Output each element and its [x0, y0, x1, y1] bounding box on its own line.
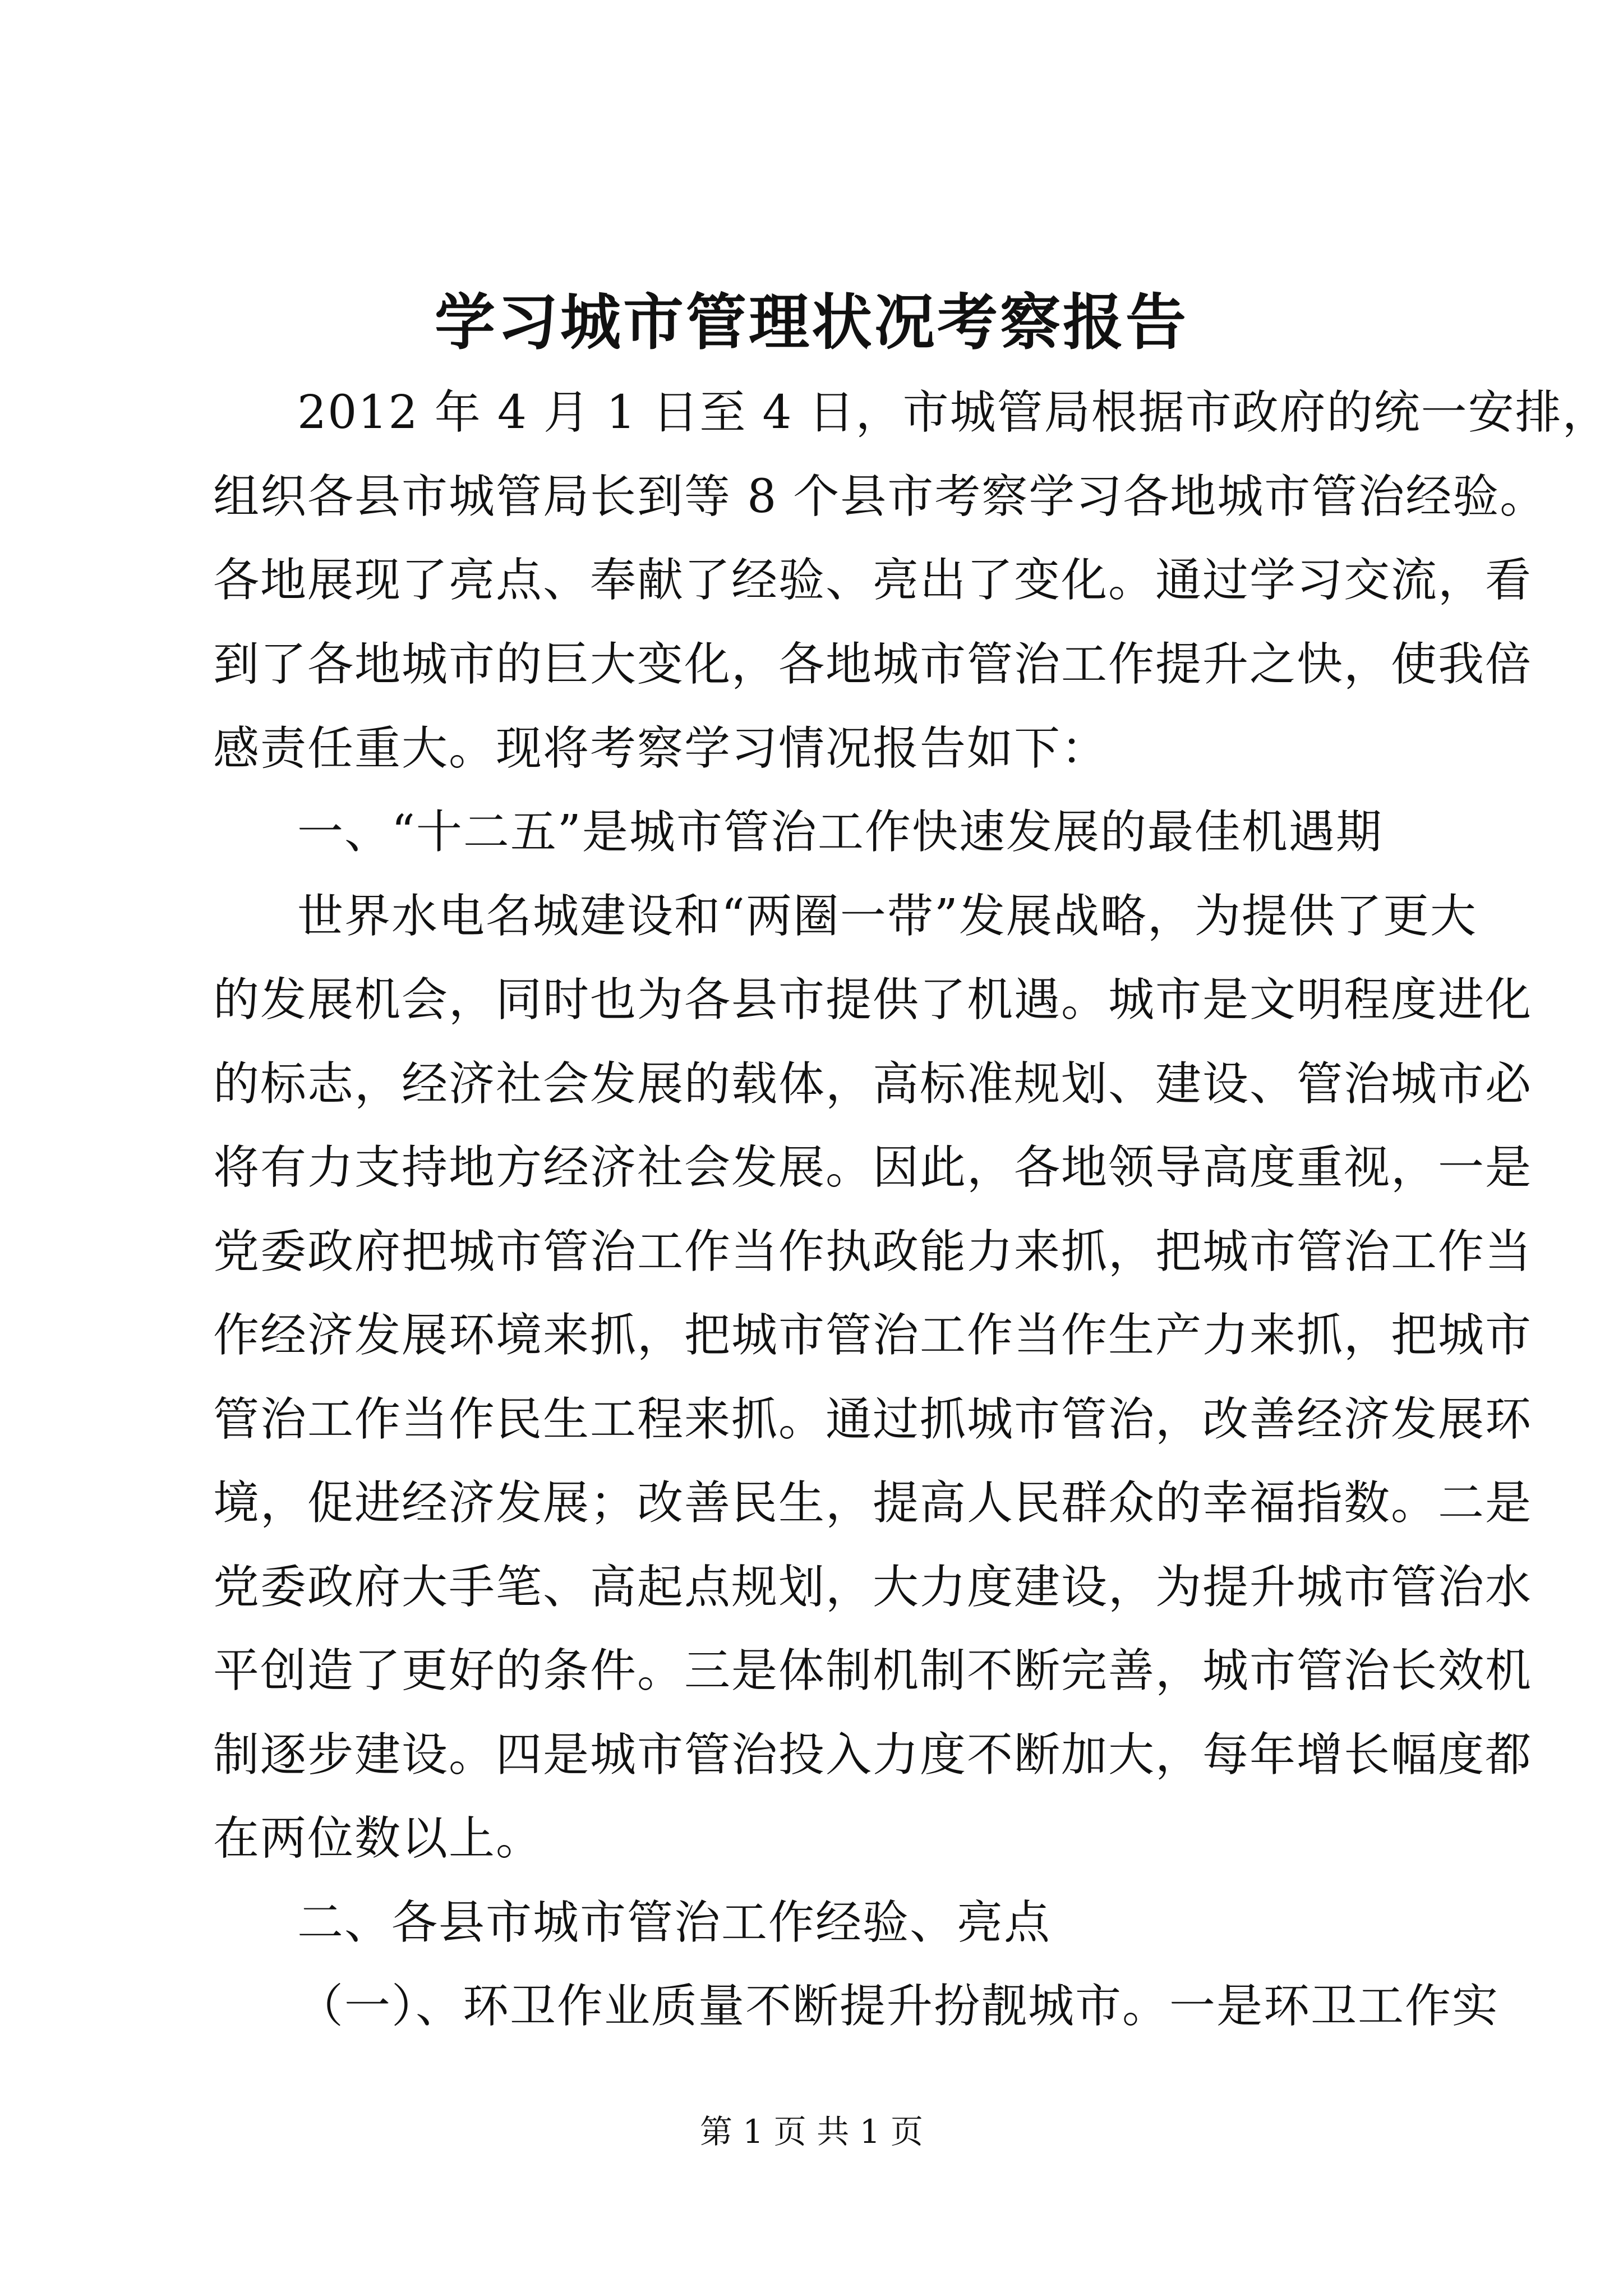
- subsection-line: （一）、环卫作业质量不断提升扮靓城市。一是环卫工作实: [297, 1980, 1500, 2033]
- paragraph-line: 党委政府把城市管治工作当作执政能力来抓，把城市管治工作当: [213, 1225, 1533, 1278]
- document-title: 学习城市管理状况考察报告: [434, 287, 1188, 358]
- paragraph-line: 管治工作当作民生工程来抓。通过抓城市管治，改善经济发展环: [213, 1393, 1533, 1446]
- section-heading: 二、各县市城市管治工作经验、亮点: [297, 1896, 1052, 1949]
- paragraph-line: 感责任重大。现将考察学习情况报告如下：: [213, 722, 1109, 775]
- paragraph-line: 各地展现了亮点、奉献了经验、亮出了变化。通过学习交流，看: [213, 554, 1533, 607]
- section-heading: 一、“十二五”是城市管治工作快速发展的最佳机遇期: [297, 806, 1383, 859]
- paragraph-line: 平创造了更好的条件。三是体制机制不断完善，城市管治长效机: [213, 1644, 1533, 1697]
- paragraph-line: 的标志，经济社会发展的载体，高标准规划、建设、管治城市必: [213, 1057, 1533, 1111]
- paragraph-line: 到了各地城市的巨大变化，各地城市管治工作提升之快，使我倍: [213, 638, 1533, 691]
- paragraph-line: 作经济发展环境来抓，把城市管治工作当作生产力来抓，把城市: [213, 1309, 1533, 1362]
- paragraph-line: 2012 年 4 月 1 日至 4 日，市城管局根据市政府的统一安排，: [297, 386, 1610, 439]
- paragraph-line: 世界水电名城建设和“两圈一带”发展战略，为提供了更大: [297, 890, 1477, 943]
- paragraph-line: 境，促进经济发展；改善民生，提高人民群众的幸福指数。二是: [213, 1476, 1533, 1530]
- paragraph-line: 党委政府大手笔、高起点规划，大力度建设，为提升城市管治水: [213, 1561, 1533, 1614]
- page-footer: 第 1 页 共 1 页: [700, 2113, 923, 2151]
- paragraph-line: 组织各县市城管局长到等 8 个县市考察学习各地城市管治经验。: [213, 470, 1547, 523]
- paragraph-line: 在两位数以上。: [213, 1812, 543, 1865]
- paragraph-line: 将有力支持地方经济社会发展。因此，各地领导高度重视，一是: [213, 1141, 1533, 1194]
- paragraph-line: 制逐步建设。四是城市管治投入力度不断加大，每年增长幅度都: [213, 1728, 1533, 1782]
- paragraph-line: 的发展机会，同时也为各县市提供了机遇。城市是文明程度进化: [213, 973, 1533, 1027]
